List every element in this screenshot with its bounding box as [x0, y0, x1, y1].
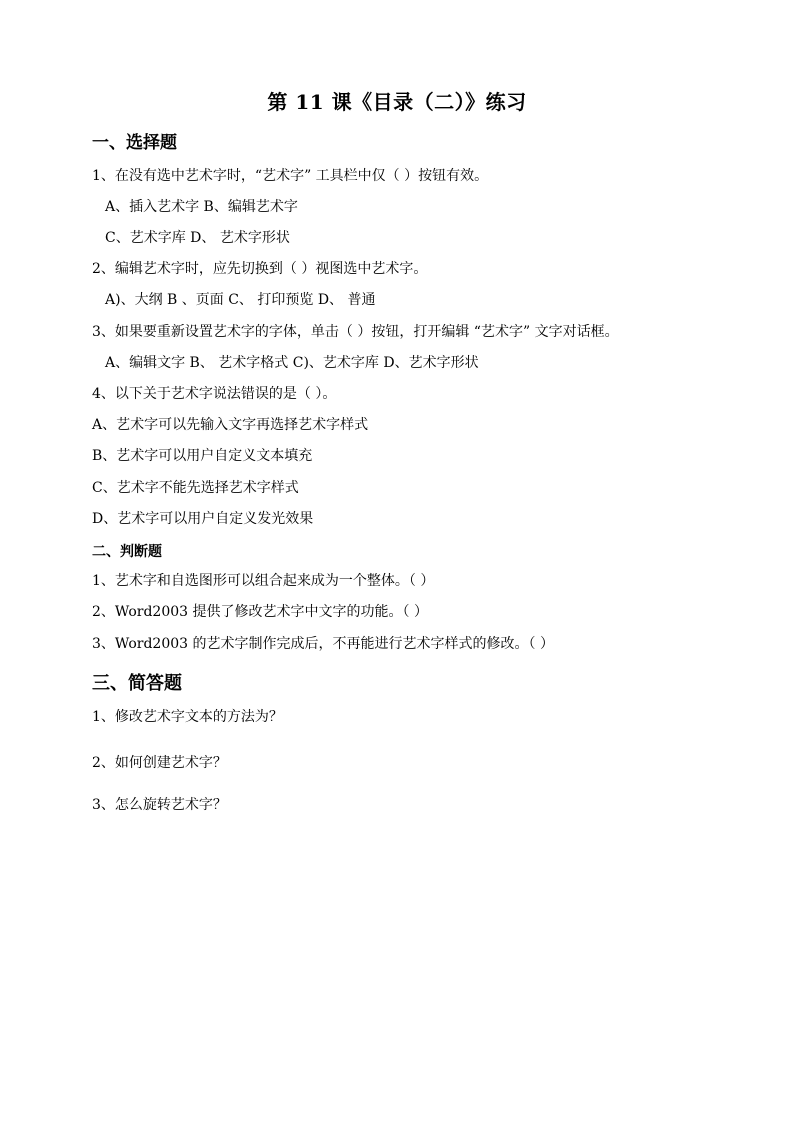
document-title: 第 11 课《目录（二）》练习	[267, 90, 527, 114]
section-heading-judge: 二、判断题	[92, 544, 162, 560]
judge-question-1: 1、艺术字和自选图形可以组合起来成为一个整体。（ ）	[92, 573, 435, 589]
short-answer-question-2: 2、如何创建艺术字？	[92, 755, 227, 771]
choice-question-1-options-row-2: C、艺术字库 D、 艺术字形状	[105, 230, 290, 246]
short-answer-question-3: 3、怎么旋转艺术字？	[92, 797, 227, 813]
choice-question-4-option-a: A、艺术字可以先输入文字再选择艺术字样式	[92, 417, 369, 433]
choice-question-4-option-b: B、艺术字可以用户自定义文本填充	[92, 448, 313, 464]
section-heading-choice: 一、选择题	[92, 133, 177, 153]
judge-question-2: 2、Word2003 提供了修改艺术字中文字的功能。（ ）	[92, 604, 428, 620]
choice-question-4-option-c: C、艺术字不能先选择艺术字样式	[92, 480, 299, 496]
choice-question-1: 1、在没有选中艺术字时，“艺术字” 工具栏中仅（ ）按钮有效。	[92, 168, 489, 184]
choice-question-3: 3、如果要重新设置艺术字的字体，单击（ ）按钮，打开编辑 “艺术字” 文字对话框。	[92, 324, 619, 340]
choice-question-2: 2、编辑艺术字时，应先切换到（ ）视图选中艺术字。	[92, 261, 428, 277]
choice-question-4-option-d: D、艺术字可以用户自定义发光效果	[92, 511, 314, 527]
short-answer-question-1: 1、修改艺术字文本的方法为？	[92, 709, 283, 725]
judge-question-3: 3、Word2003 的艺术字制作完成后，不再能进行艺术字样式的修改。（ ）	[92, 636, 554, 652]
choice-question-3-options: A、编辑文字 B、 艺术字格式 C)、艺术字库 D、艺术字形状	[105, 355, 479, 371]
choice-question-4: 4、以下关于艺术字说法错误的是（ ）。	[92, 386, 337, 402]
section-heading-short-answer: 三、简答题	[92, 673, 182, 694]
choice-question-2-options: A)、大纲 B 、页面 C、 打印预览 D、 普通	[105, 292, 376, 308]
choice-question-1-options-row-1: A、插入艺术字 B、编辑艺术字	[105, 199, 298, 215]
